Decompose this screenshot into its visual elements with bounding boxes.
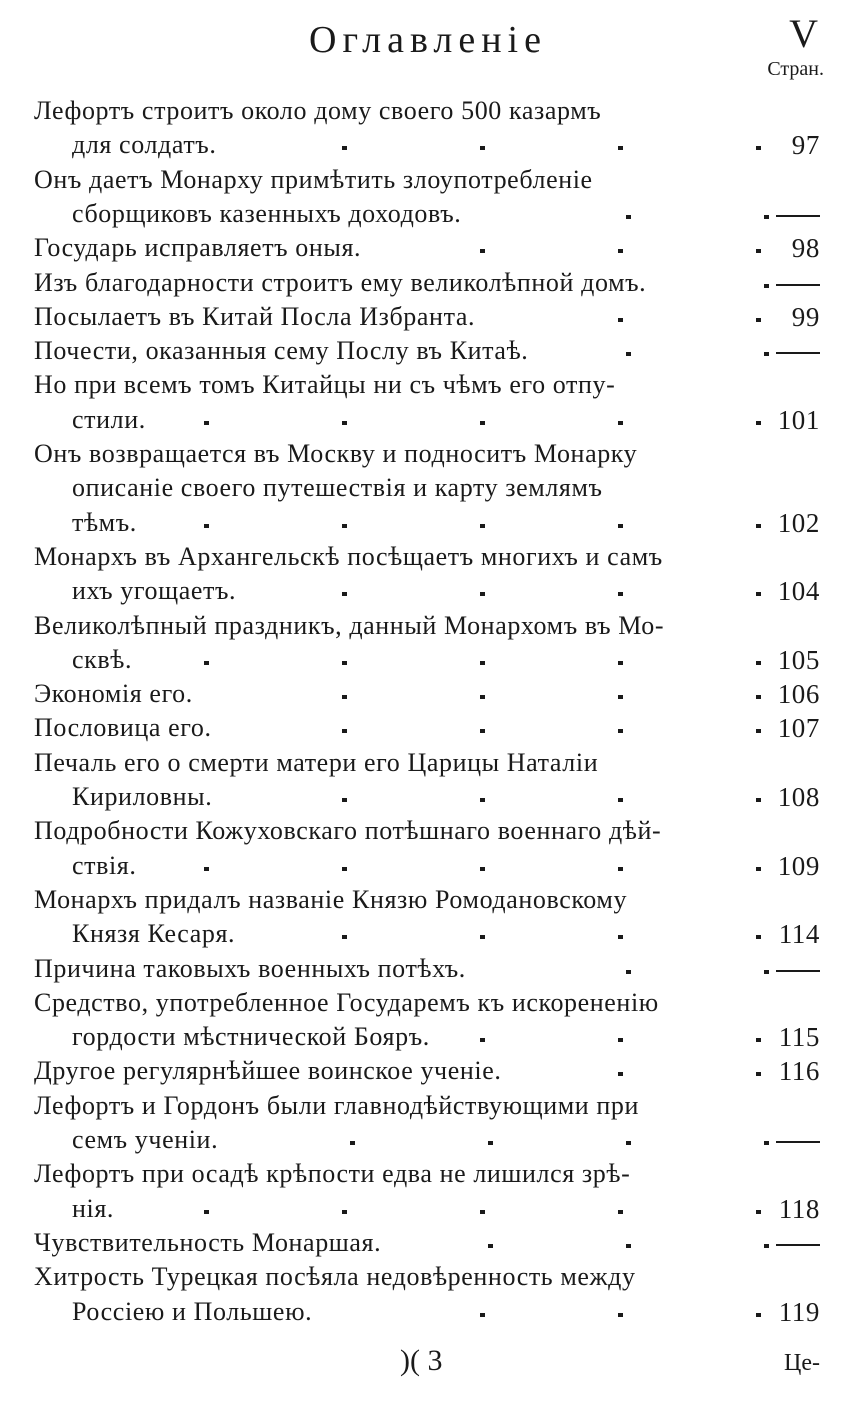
toc-entry-text: стили. — [72, 404, 146, 434]
ditto-dash — [776, 284, 820, 286]
toc-page-number: 109 — [777, 850, 820, 881]
toc-line — [34, 165, 820, 199]
leader-dots — [72, 1194, 820, 1228]
leader-dot — [480, 524, 485, 528]
toc-entry-text: Кириловны. — [72, 782, 213, 811]
leader-dot — [488, 1244, 493, 1248]
leader-dot — [618, 1313, 623, 1317]
ditto-dash — [776, 970, 820, 972]
toc-line — [72, 1022, 820, 1056]
leader-dot — [342, 524, 347, 528]
leader-dot — [480, 661, 485, 665]
toc-page-number: 115 — [778, 1022, 820, 1053]
ditto-dash — [776, 1141, 820, 1143]
leader-dot — [480, 146, 485, 150]
leader-dot — [342, 695, 347, 699]
signature-mark: )( 3 — [400, 1344, 443, 1377]
toc-entry-text: Печаль его о смерти матери его Царицы Наталіи — [34, 747, 599, 777]
toc-line — [72, 782, 820, 816]
toc-entry-text: сборщиковъ казенныхъ доходовъ. — [72, 198, 462, 228]
leader-dots — [72, 405, 820, 439]
toc-line — [34, 1056, 820, 1090]
leader-dot — [342, 592, 347, 596]
toc-line — [34, 988, 820, 1022]
leader-dot — [764, 352, 769, 356]
leader-dot — [204, 867, 209, 871]
leader-dot — [756, 146, 761, 150]
leader-dot — [756, 798, 761, 802]
leader-dot — [342, 867, 347, 871]
leader-dot — [756, 1072, 761, 1076]
leader-dots — [72, 576, 820, 610]
leader-dot — [342, 146, 347, 150]
leader-dot — [480, 1210, 485, 1214]
leader-dot — [488, 1141, 493, 1145]
leader-dot — [756, 935, 761, 939]
leader-dots — [34, 954, 820, 988]
leader-dot — [618, 695, 623, 699]
leader-dot — [756, 1210, 761, 1214]
leader-dot — [350, 1141, 355, 1145]
toc-line — [34, 542, 820, 576]
toc-entry-text: Государь исправляетъ оныя. — [34, 233, 362, 263]
leader-dot — [626, 970, 631, 974]
leader-dot — [480, 421, 485, 425]
toc-entry-text: Лефортъ и Гордонъ были главнодѣйствующими при — [34, 1090, 640, 1120]
toc-line — [34, 439, 820, 473]
toc-entry-text: Причина таковыхъ военныхъ потѣхъ. — [34, 953, 466, 983]
leader-dot — [756, 592, 761, 596]
leader-dots — [72, 1125, 820, 1159]
toc-line — [34, 233, 820, 267]
leader-dot — [618, 729, 623, 733]
leader-dot — [756, 524, 761, 528]
leader-dot — [342, 798, 347, 802]
toc-page-number: 101 — [777, 404, 820, 435]
leader-dot — [618, 1072, 623, 1076]
leader-dots — [72, 645, 820, 679]
toc-page-number: 99 — [791, 301, 820, 332]
toc-entry-text: Чувствительность Монаршая. — [34, 1227, 382, 1257]
toc-line — [34, 1262, 820, 1296]
leader-dot — [618, 935, 623, 939]
toc-entry-text: Изъ благодарности строитъ ему великолѣпной домъ. — [34, 267, 647, 297]
toc-entry-text: Подробности Кожуховскаго потѣшнаго военнаго дѣй- — [34, 816, 662, 846]
leader-dot — [480, 249, 485, 253]
leader-dot — [756, 318, 761, 322]
toc-entry-text: Средство, употребленное Государемъ къ искорененію — [34, 987, 659, 1017]
leader-dot — [618, 318, 623, 322]
toc-page-number: 108 — [777, 782, 820, 812]
toc-line — [72, 473, 820, 507]
leader-dots — [72, 851, 820, 885]
page-title: Оглавленіе — [309, 19, 547, 61]
toc-entry-text: тѣмъ. — [72, 507, 137, 537]
toc-line — [34, 1228, 820, 1262]
leader-dot — [618, 592, 623, 596]
toc-entry-text: Князя Кесаря. — [72, 919, 236, 949]
leader-dot — [204, 524, 209, 528]
toc-entry-text: Онъ возвращается въ Москву и подноситъ Монарку — [34, 439, 638, 468]
toc-page-number: 98 — [791, 233, 820, 264]
leader-dot — [756, 1038, 761, 1042]
leader-dots — [72, 1297, 820, 1331]
toc-line — [34, 748, 820, 782]
catchword: Це- — [784, 1350, 820, 1376]
toc-entry-text: Другое регулярнѣйшее воинское ученіе. — [34, 1056, 502, 1086]
toc-entry-text: Монархъ въ Архангельскѣ посѣщаетъ многихъ и самъ — [34, 541, 663, 571]
leader-dot — [342, 935, 347, 939]
toc-line — [72, 919, 820, 953]
toc-line — [72, 1125, 820, 1159]
toc-page-number: 106 — [777, 679, 820, 710]
toc-line — [72, 645, 820, 679]
toc-line — [34, 816, 820, 850]
leader-dot — [756, 695, 761, 699]
toc-entry-text: Онъ даетъ Монарху примѣтить злоупотребленіе — [34, 164, 593, 194]
leader-dots — [72, 130, 820, 164]
leader-dot — [480, 592, 485, 596]
leader-dot — [626, 1244, 631, 1248]
toc-page-number: 118 — [778, 1193, 820, 1224]
toc-page-number: 105 — [777, 644, 820, 675]
leader-dot — [618, 421, 623, 425]
leader-dot — [756, 1313, 761, 1317]
leader-dots — [72, 1022, 820, 1056]
toc-entry-text: для солдатъ. — [72, 130, 217, 160]
toc-line — [34, 1159, 820, 1193]
toc-entry-text: сквѣ. — [72, 644, 133, 674]
toc-entry-text: Пословица его. — [34, 713, 212, 743]
toc-page-number: 97 — [791, 130, 820, 161]
leader-dot — [342, 421, 347, 425]
leader-dot — [764, 1141, 769, 1145]
leader-dot — [480, 729, 485, 733]
leader-dot — [480, 935, 485, 939]
leader-dot — [342, 661, 347, 665]
leader-dot — [618, 524, 623, 528]
leader-dot — [342, 729, 347, 733]
toc-entry-text: Великолѣпный праздникъ, данный Монархомъ въ Мо- — [34, 610, 665, 640]
toc-line — [72, 1194, 820, 1228]
toc-entry-text: семъ ученіи. — [72, 1125, 219, 1154]
toc-entry-text: гордости мѣстнической Бояръ. — [72, 1022, 430, 1052]
leader-dots — [34, 1056, 820, 1090]
leader-dots — [34, 233, 820, 267]
toc-line — [72, 405, 820, 439]
toc-entry-text: ихъ угощаетъ. — [72, 576, 237, 606]
toc-entry-text: Экономія его. — [34, 679, 193, 709]
toc-entry-text: Но при всемъ томъ Китайцы ни съ чѣмъ его отпу- — [34, 370, 616, 400]
toc-line — [34, 268, 820, 302]
toc-page-number: 107 — [777, 713, 820, 744]
toc-line — [34, 679, 820, 713]
leader-dot — [342, 1210, 347, 1214]
leader-dots — [72, 508, 820, 542]
leader-dot — [764, 970, 769, 974]
leader-dots — [34, 268, 820, 302]
leader-dot — [626, 1141, 631, 1145]
toc-line — [34, 954, 820, 988]
leader-dot — [480, 1313, 485, 1317]
folio-number: V — [789, 11, 818, 56]
toc-line — [34, 885, 820, 919]
leader-dot — [756, 867, 761, 871]
toc-entry-text: Россіею и Польшею. — [72, 1296, 313, 1326]
leader-dots — [34, 336, 820, 370]
toc-line — [72, 576, 820, 610]
leader-dot — [756, 661, 761, 665]
toc-line — [72, 199, 820, 233]
leader-dot — [204, 1210, 209, 1214]
leader-dot — [626, 215, 631, 219]
toc-entry-text: описаніе своего путешествія и карту землямъ — [72, 473, 603, 503]
toc-entry-text: Посылаетъ въ Китай Посла Избранта. — [34, 301, 476, 331]
leader-dot — [618, 1038, 623, 1042]
leader-dot — [204, 661, 209, 665]
toc-line — [34, 713, 820, 747]
toc-line — [34, 611, 820, 645]
toc-line — [72, 130, 820, 164]
leader-dot — [764, 284, 769, 288]
leader-dot — [618, 146, 623, 150]
leader-dot — [764, 1244, 769, 1248]
toc-page-number: 114 — [778, 919, 820, 950]
toc-entry-text: Лефортъ при осадѣ крѣпости едва не лишился зрѣ- — [34, 1159, 631, 1189]
toc-line — [34, 336, 820, 370]
leader-dots — [34, 1228, 820, 1262]
leader-dot — [618, 798, 623, 802]
leader-dots — [72, 919, 820, 953]
leader-dots — [34, 713, 820, 747]
leader-dot — [626, 352, 631, 356]
page-column-heading: Стран. — [767, 58, 824, 80]
leader-dot — [618, 661, 623, 665]
toc-page-number: 116 — [778, 1056, 820, 1087]
leader-dot — [480, 867, 485, 871]
leader-dot — [618, 1210, 623, 1214]
leader-dot — [756, 729, 761, 733]
leader-dot — [756, 249, 761, 253]
toc-entry-text: Хитрость Турецкая посѣяла недовѣренность между — [34, 1262, 636, 1292]
leader-dots — [72, 199, 820, 233]
leader-dot — [764, 215, 769, 219]
ditto-dash — [776, 352, 820, 354]
toc-page-number: 104 — [777, 576, 820, 607]
toc-line — [72, 851, 820, 885]
toc-page-number: 102 — [777, 507, 820, 538]
leader-dots — [34, 679, 820, 713]
leader-dot — [480, 1038, 485, 1042]
leader-dot — [204, 421, 209, 425]
ditto-dash — [776, 215, 820, 217]
toc-entry-text: Почести, оказанныя сему Послу въ Китаѣ. — [34, 336, 529, 366]
toc-line — [34, 1091, 820, 1125]
toc-entry-text: ствія. — [72, 850, 137, 880]
leader-dot — [480, 695, 485, 699]
leader-dot — [618, 249, 623, 253]
leader-dots — [72, 782, 820, 816]
toc-line — [34, 96, 820, 130]
leader-dot — [618, 867, 623, 871]
toc-entry-text: Монархъ придалъ названіе Князю Ромодановскому — [34, 884, 628, 914]
toc-entry-text: нія. — [72, 1193, 114, 1223]
leader-dots — [34, 302, 820, 336]
toc-line — [72, 1297, 820, 1331]
leader-dot — [480, 798, 485, 802]
toc-line — [72, 508, 820, 542]
ditto-dash — [776, 1244, 820, 1246]
toc-line — [34, 370, 820, 404]
toc-line — [34, 302, 820, 336]
toc-page-number: 119 — [778, 1296, 820, 1327]
toc-entry-text: Лефортъ строитъ около дому своего 500 казармъ — [34, 96, 602, 125]
leader-dot — [756, 421, 761, 425]
